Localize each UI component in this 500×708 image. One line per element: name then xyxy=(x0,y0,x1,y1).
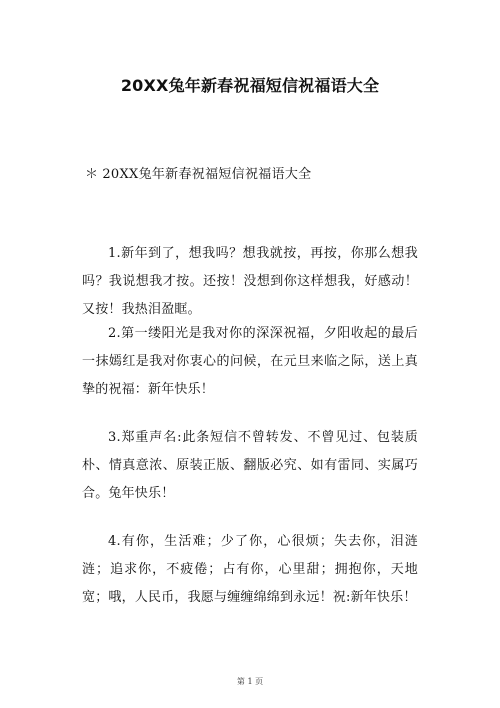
document-subtitle xyxy=(85,166,311,184)
paragraph-4: 4.有你，生活难；少了你，心很烦；失去你，泪涟涟；追求你，不疲倦；占有你，心里甜；拥抱你，天地宽；哦，人民币，我愿与缠缠绵绵到永远！祝:新年快乐！ xyxy=(82,534,418,605)
paragraph-1: 1.新年到了，想我吗？想我就按，再按，你那么想我吗？我说想我才按。还按！没想到你这样想我，好感动！又按！我热泪盈眶。 xyxy=(82,246,418,317)
paragraph-3: 3.郑重声名:此条短信不曾转发、不曾见过、包装质朴、情真意浓、原装正版、翻版必究、如有雷同、实属巧合。兔年快乐！ xyxy=(82,430,418,501)
page-number-footer: 第 1 页 xyxy=(236,677,264,686)
subtitle-text: 20XX兔年新春祝福短信祝福语大全 xyxy=(102,167,312,182)
document-title: 20XX兔年新春祝福短信祝福语大全 xyxy=(120,76,380,95)
bullet-star-icon: ＊ xyxy=(85,167,99,182)
paragraph-2: 2.第一缕阳光是我对你的深深祝福，夕阳收起的最后一抹嫣红是我对你衷心的问候，在元旦来临之际，送上真挚的祝福：新年快乐！ xyxy=(82,326,418,397)
